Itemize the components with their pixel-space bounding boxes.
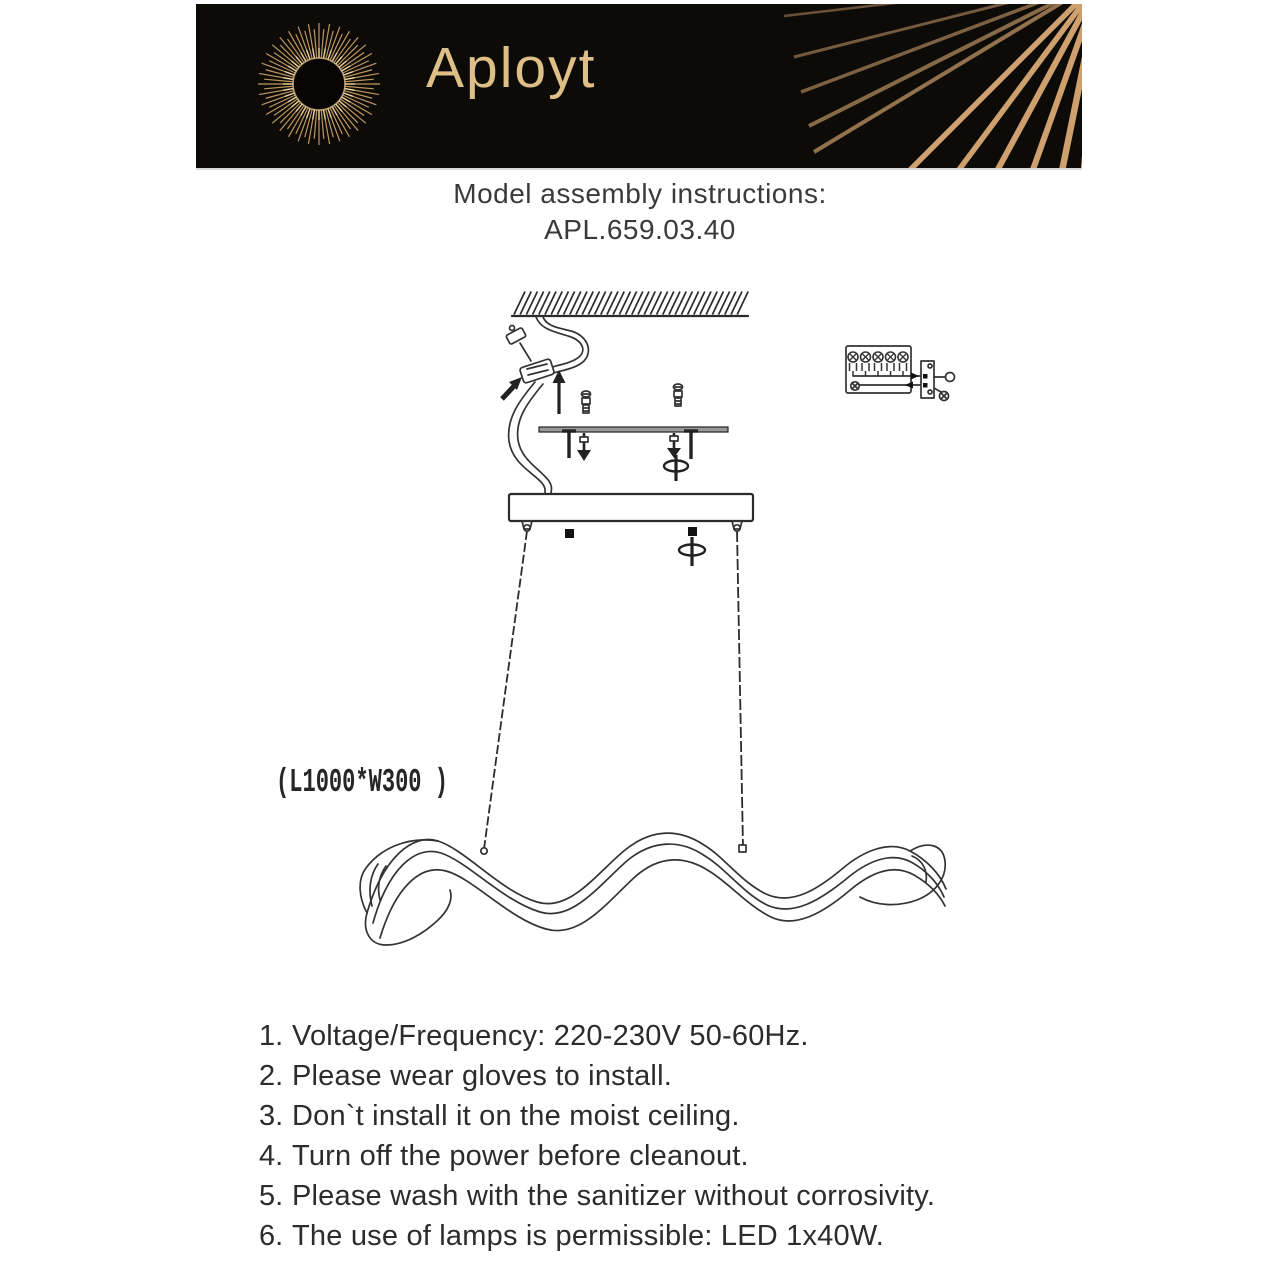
instruction-list	[240, 1016, 1100, 1256]
instruction-item	[240, 1096, 1100, 1136]
item-number: 2.	[259, 1059, 284, 1092]
item-text: Don`t install it on the moist ceiling.	[292, 1099, 740, 1132]
instruction-item	[240, 1056, 1100, 1096]
cable-connector-icon	[502, 326, 555, 400]
instruction-item	[240, 1216, 1100, 1256]
screwdriver-rotation-icon	[664, 455, 688, 481]
suspension-wire-icon	[481, 531, 746, 854]
dimension-label: (L1000*W300 )	[276, 764, 448, 801]
item-number: 3.	[259, 1099, 284, 1132]
screw-icon	[674, 384, 683, 406]
instruction-item	[240, 1016, 1100, 1056]
item-text: Please wear gloves to install.	[292, 1059, 672, 1092]
screwdriver-rotation-icon	[679, 537, 705, 566]
page-title: Model assembly instructions:	[453, 178, 827, 209]
item-number: 1.	[259, 1019, 284, 1052]
model-number: APL.659.03.40	[544, 214, 736, 245]
wiring-terminal-block-icon	[846, 346, 955, 401]
item-number: 6.	[259, 1219, 284, 1252]
instruction-item	[240, 1176, 1100, 1216]
item-number: 5.	[259, 1179, 284, 1212]
item-text: Voltage/Frequency: 220-230V 50-60Hz.	[292, 1019, 809, 1052]
wave-shade-icon	[360, 833, 946, 945]
brand-name: Aployt	[426, 36, 597, 100]
item-text: The use of lamps is permissible: LED 1x40W.	[292, 1219, 885, 1252]
canopy-icon	[509, 494, 753, 538]
item-number: 4.	[259, 1139, 284, 1172]
item-text: Please wash with the sanitizer without corrosivity.	[292, 1179, 936, 1212]
screw-icon	[582, 391, 591, 413]
item-text: Turn off the power before cleanout.	[292, 1139, 749, 1172]
up-arrow-icon	[553, 370, 566, 414]
ceiling-hatch-icon	[512, 292, 748, 317]
title-block	[0, 176, 1280, 248]
instruction-item	[240, 1136, 1100, 1176]
